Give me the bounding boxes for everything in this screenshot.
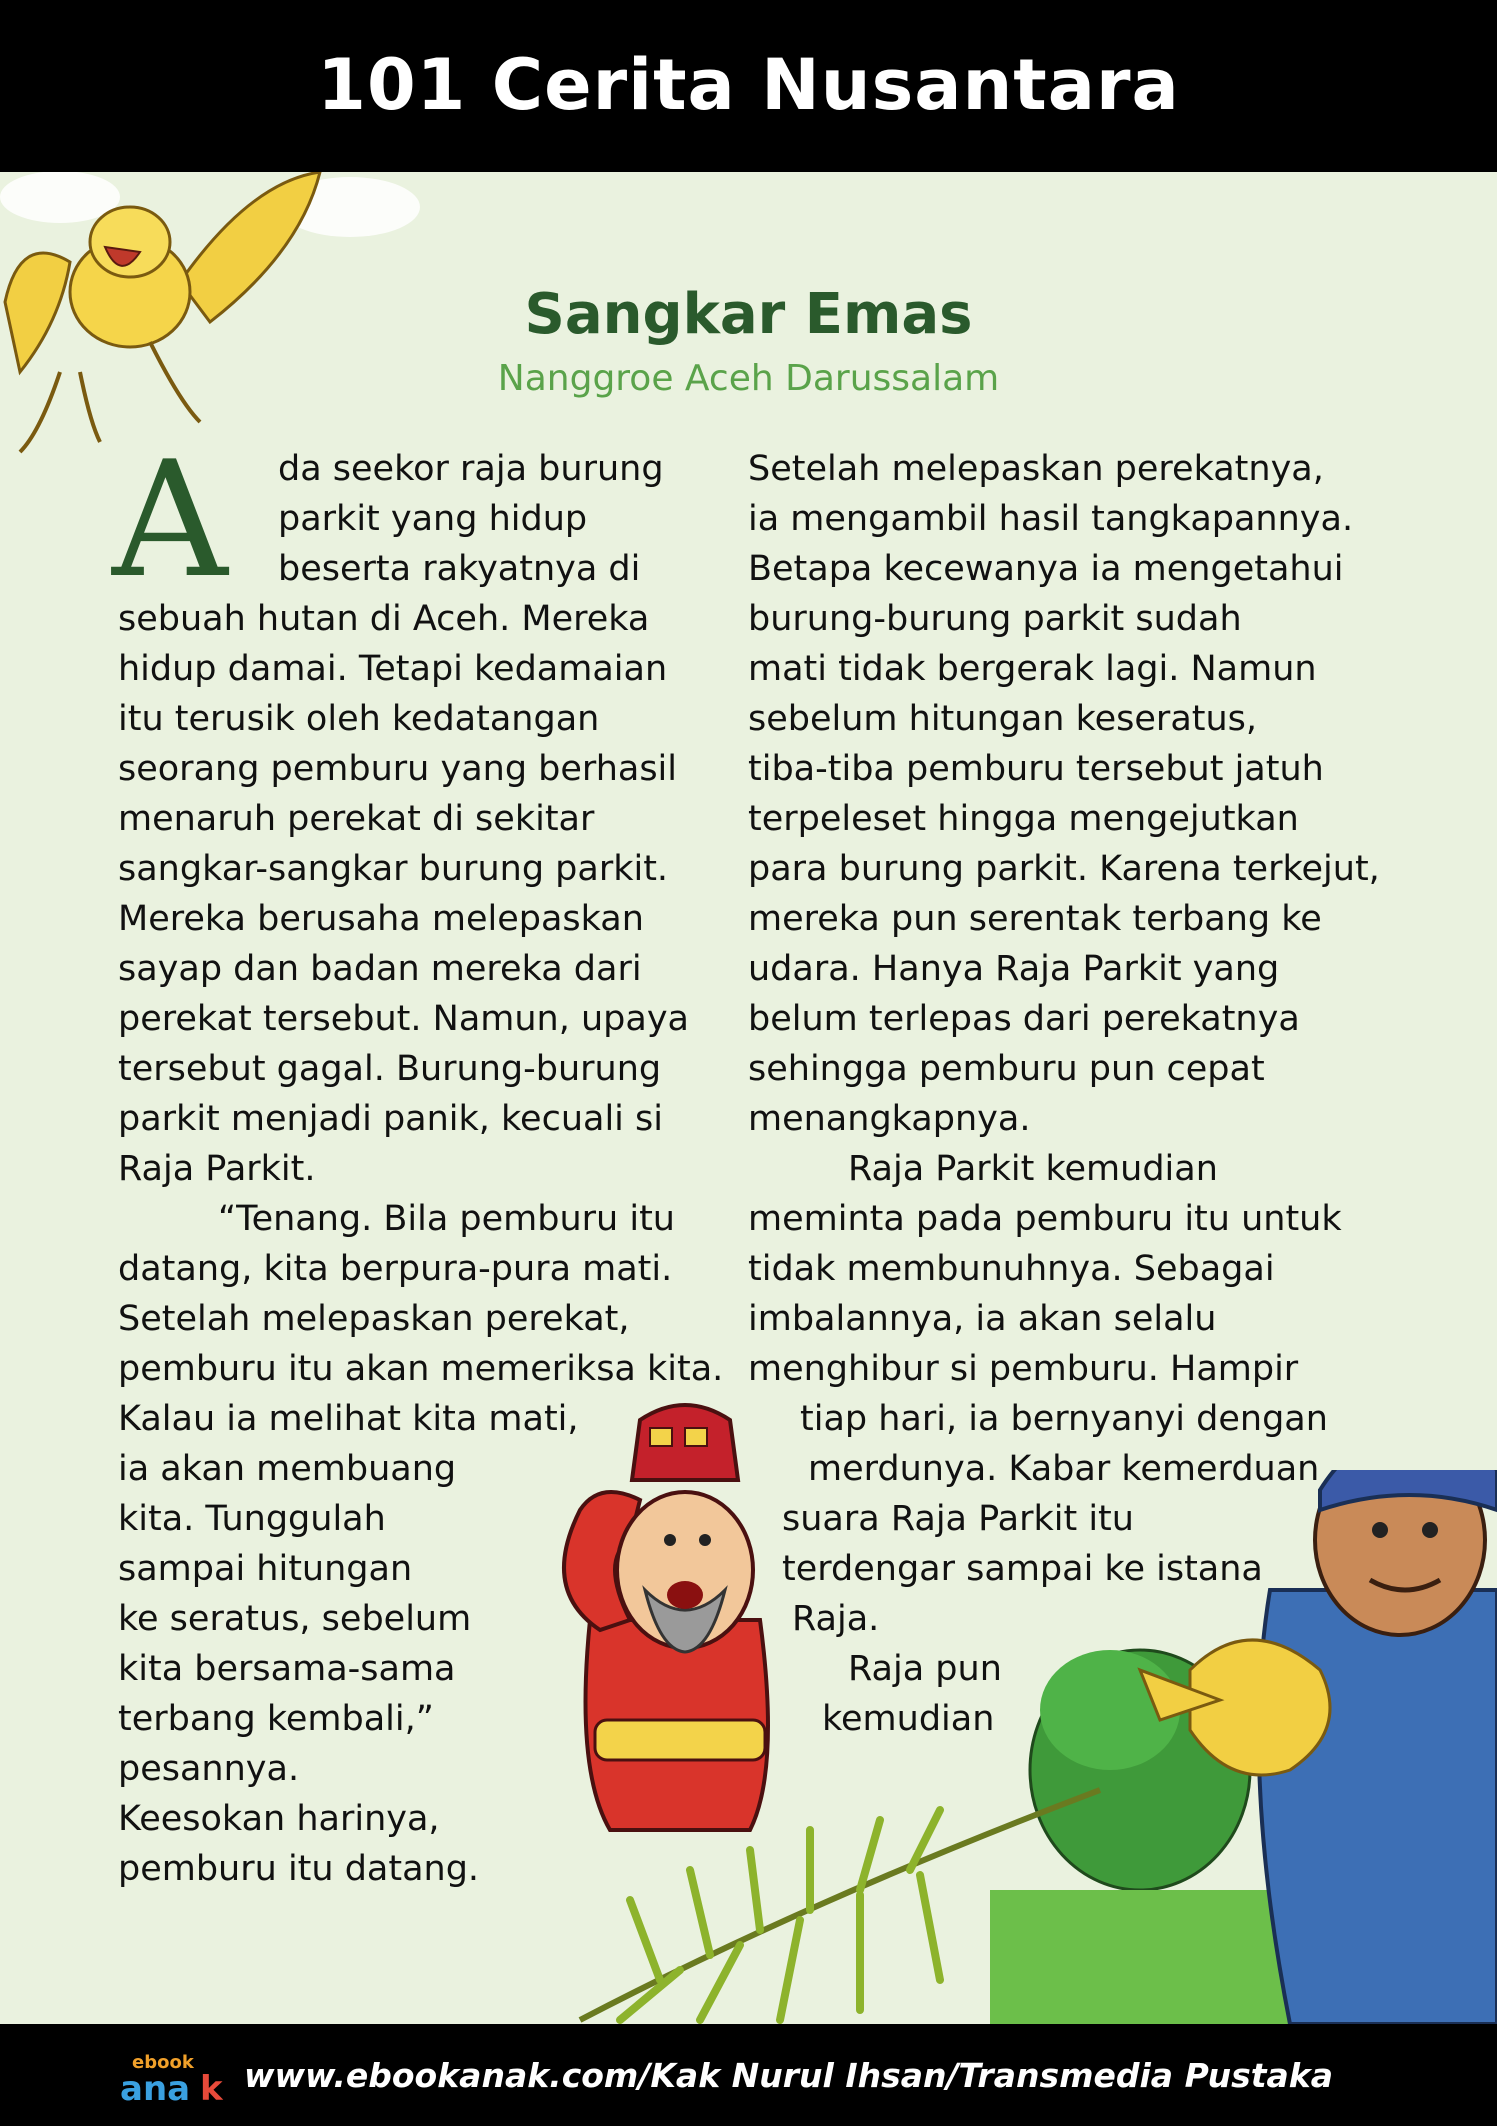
story-origin: Nanggroe Aceh Darussalam — [497, 358, 1000, 399]
col1-line: perekat tersebut. Namun, upaya — [118, 999, 689, 1039]
col1-line: parkit menjadi panik, kecuali si — [118, 1099, 663, 1139]
book-title: 101 Cerita Nusantara — [317, 44, 1180, 126]
col2-line: sehingga pemburu pun cepat — [748, 1049, 1265, 1089]
col2-line: Raja pun — [848, 1649, 1002, 1689]
col1-line: pesannya. — [118, 1749, 300, 1789]
col1-line: kita. Tunggulah — [118, 1499, 386, 1539]
footer-credit-link[interactable]: www.ebookanak.com/Kak Nurul Ihsan/Transmedia Pustaka — [244, 2056, 1333, 2095]
col1-line: da seekor raja burung — [278, 449, 664, 489]
col1-line: Mereka berusaha melepaskan — [118, 899, 644, 939]
drop-cap: A — [112, 426, 228, 613]
col1-line: Setelah melepaskan perekat, — [118, 1299, 630, 1339]
col2-line: belum terlepas dari perekatnya — [748, 999, 1300, 1039]
col2-line: tidak membunuhnya. Sebagai — [748, 1249, 1275, 1289]
col2-line: merdunya. Kabar kemerduan — [808, 1449, 1320, 1489]
col1-line: parkit yang hidup — [278, 499, 588, 539]
col1-line: sangkar-sangkar burung parkit. — [118, 849, 669, 889]
story-title: Sangkar Emas — [524, 282, 973, 347]
col2-line: terpeleset hingga mengejutkan — [748, 799, 1299, 839]
col2-line: burung-burung parkit sudah — [748, 599, 1242, 639]
col1-line: tersebut gagal. Burung-burung — [118, 1049, 662, 1089]
col1-line: datang, kita berpura-pura mati. — [118, 1249, 673, 1289]
col2-line: sebelum hitungan keseratus, — [748, 699, 1258, 739]
col1-line: kita bersama-sama — [118, 1649, 456, 1689]
col2-line: terdengar sampai ke istana — [782, 1549, 1263, 1589]
col1-line: hidup damai. Tetapi kedamaian — [118, 649, 668, 689]
col2-line: suara Raja Parkit itu — [782, 1499, 1134, 1539]
col2-line: tiba-tiba pemburu tersebut jatuh — [748, 749, 1324, 789]
col2-line: para burung parkit. Karena terkejut, — [748, 849, 1380, 889]
col1-line: itu terusik oleh kedatangan — [118, 699, 600, 739]
col1-line: sebuah hutan di Aceh. Mereka — [118, 599, 650, 639]
col2-line: imbalannya, ia akan selalu — [748, 1299, 1217, 1339]
col2-line: mati tidak bergerak lagi. Namun — [748, 649, 1317, 689]
col1-line: Raja Parkit. — [118, 1149, 316, 1189]
col2-line: Raja. — [792, 1599, 880, 1639]
col2-line: mereka pun serentak terbang ke — [748, 899, 1322, 939]
col1-line: sayap dan badan mereka dari — [118, 949, 642, 989]
col1-line: pemburu itu datang. — [118, 1849, 480, 1889]
col1-line: beserta rakyatnya di — [278, 549, 641, 589]
col2-line: udara. Hanya Raja Parkit yang — [748, 949, 1280, 989]
col1-line: pemburu itu akan memeriksa kita. — [118, 1349, 724, 1389]
header-bar — [0, 0, 1497, 172]
palm-leaf-illustration — [560, 1780, 1120, 2024]
col1-line: terbang kembali,” — [118, 1699, 434, 1739]
col2-line: meminta pada pemburu itu untuk — [748, 1199, 1342, 1239]
col2-line: menangkapnya. — [748, 1099, 1031, 1139]
col1-line: ia akan membuang — [118, 1449, 457, 1489]
svg-text:ana: ana — [120, 2069, 191, 2104]
col1-line: menaruh perekat di sekitar — [118, 799, 595, 839]
col2-line: Raja Parkit kemudian — [848, 1149, 1218, 1189]
col2-line: Betapa kecewanya ia mengetahui — [748, 549, 1344, 589]
col2-line: tiap hari, ia bernyanyi dengan — [800, 1399, 1328, 1439]
col1-line: sampai hitungan — [118, 1549, 413, 1589]
col2-line: menghibur si pemburu. Hampir — [748, 1349, 1299, 1389]
footer-bar — [0, 2024, 1497, 2126]
ebookanak-logo — [120, 2046, 238, 2104]
col1-line: seorang pemburu yang berhasil — [118, 749, 678, 789]
svg-text:ebook: ebook — [132, 2052, 194, 2073]
col1-line: Kalau ia melihat kita mati, — [118, 1399, 579, 1439]
svg-text:k: k — [200, 2069, 223, 2104]
col1-line: “Tenang. Bila pemburu itu — [218, 1199, 675, 1239]
col2-line: kemudian — [822, 1699, 995, 1739]
col2-line: Setelah melepaskan perekatnya, — [748, 449, 1324, 489]
col1-line: Keesokan harinya, — [118, 1799, 440, 1839]
col2-line: ia mengambil hasil tangkapannya. — [748, 499, 1354, 539]
col1-line: ke seratus, sebelum — [118, 1599, 472, 1639]
